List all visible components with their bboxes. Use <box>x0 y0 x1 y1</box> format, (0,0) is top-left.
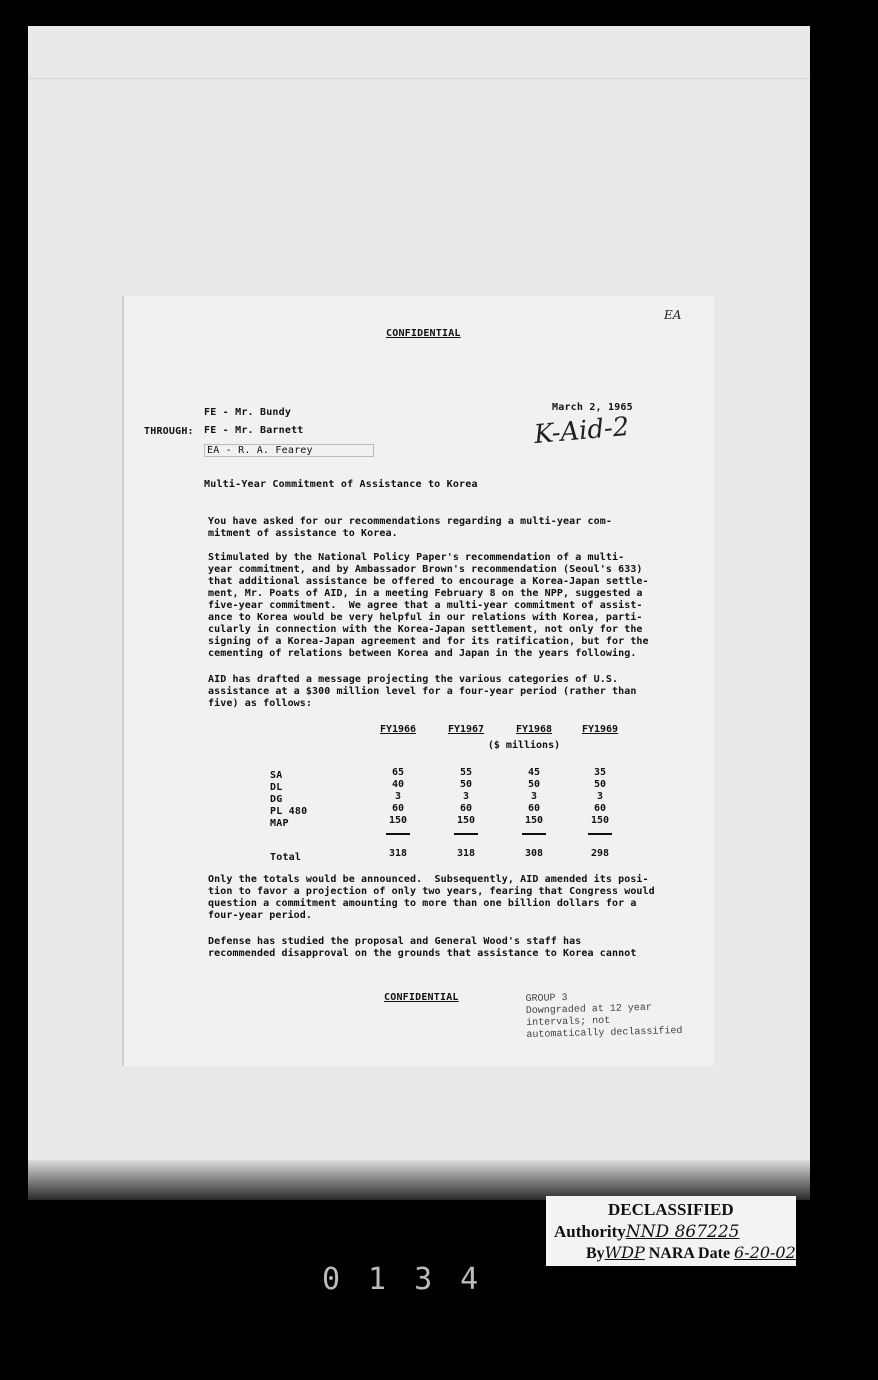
subject-line: Multi-Year Commitment of Assistance to Korea <box>204 479 478 490</box>
sheet-bottom-shadow <box>28 1160 810 1200</box>
classification-header: CONFIDENTIAL <box>386 328 461 339</box>
table-cell: 60 <box>593 803 607 814</box>
row-label: PL 480 <box>270 806 308 817</box>
table-cell: 55 <box>459 767 473 778</box>
table-cell: 3 <box>596 791 604 802</box>
table-cell: 60 <box>527 803 541 814</box>
column-header: FY1966 <box>379 724 417 735</box>
units-label: ($ millions) <box>487 740 561 751</box>
memo-date: March 2, 1965 <box>552 402 633 413</box>
column-header: FY1969 <box>581 724 619 735</box>
sheet-fold-line <box>28 78 810 79</box>
total-cell: 298 <box>590 848 610 859</box>
table-cell: 60 <box>459 803 473 814</box>
authority-line <box>554 1222 739 1242</box>
row-label: DL <box>270 782 283 793</box>
table-cell: 3 <box>394 791 402 802</box>
column-header: FY1968 <box>515 724 553 735</box>
total-cell: 318 <box>456 848 476 859</box>
table-cell: 50 <box>459 779 473 790</box>
table-cell: 35 <box>593 767 607 778</box>
table-cell: 150 <box>524 815 544 826</box>
through-label: THROUGH: <box>144 426 194 437</box>
paragraph-1: You have asked for our recommendations regarding a multi-year com- mitment of assistance to Korea. <box>208 516 612 539</box>
total-cell: 318 <box>388 848 408 859</box>
row-label: MAP <box>270 818 289 829</box>
handwritten-ea: EA <box>664 308 682 322</box>
nara-line <box>586 1243 796 1263</box>
declassified-stamp <box>546 1196 796 1266</box>
sum-rule <box>454 833 478 835</box>
sum-rule <box>522 833 546 835</box>
authority-label: Authority <box>554 1222 626 1241</box>
column-header: FY1967 <box>447 724 485 735</box>
table-cell: 3 <box>462 791 470 802</box>
row-label: DG <box>270 794 283 805</box>
table-cell: 60 <box>391 803 405 814</box>
memo-page <box>122 296 714 1066</box>
to-line: FE - Mr. Bundy <box>204 407 292 418</box>
table-cell: 150 <box>456 815 476 826</box>
by-label: By <box>586 1245 605 1262</box>
film-frame-number: 0134 <box>322 1262 507 1297</box>
row-label: SA <box>270 770 283 781</box>
sum-rule <box>588 833 612 835</box>
paragraph-4: Only the totals would be announced. Subsequently, AID amended its posi- tion to favor a projection of only two years, fearing that Congress would question a commitment amounting to more than one billion dollars for a four-year period. <box>208 874 655 921</box>
classification-footer: CONFIDENTIAL <box>384 992 459 1003</box>
table-cell: 45 <box>527 767 541 778</box>
table-cell: 50 <box>593 779 607 790</box>
nara-date-label: NARA Date <box>648 1245 731 1262</box>
paragraph-5: Defense has studied the proposal and General Wood's staff has recommended disapproval on the grounds that assistance to Korea cannot <box>208 936 637 959</box>
table-cell: 40 <box>391 779 405 790</box>
paragraph-3: AID has drafted a message projecting the various categories of U.S. assistance at a $300 million level for a four-year period (rather than five) as follows: <box>208 674 637 709</box>
by-value: WDP <box>604 1243 645 1262</box>
nara-date-value: 6-20-02 <box>734 1243 796 1262</box>
handwritten-file-number: K-Aid-2 <box>532 411 631 451</box>
table-cell: 50 <box>527 779 541 790</box>
table-cell: 3 <box>530 791 538 802</box>
total-label: Total <box>270 852 302 863</box>
sum-rule <box>386 833 410 835</box>
from-line: EA - R. A. Fearey <box>204 444 374 457</box>
total-cell: 308 <box>524 848 544 859</box>
paragraph-2: Stimulated by the National Policy Paper's recommendation of a multi- year commitment, and by Ambassador Brown's recommendation (Seoul's 633) that additional assistance be offered to encourage a Korea-Japan settle- ment, Mr. Poats of AID, in a meeting February 8 on the NPP, suggested a five-year commitment. We agree that a multi-year commitment of assist- ance to Korea would be very helpful in our relations with Korea, parti- cularly in connection with the Korea-Japan settlement, not only for the signing of a Korea-Japan agreement and for its ratification, but for the cementing of relations between Korea and Japan in the years following. <box>208 552 649 659</box>
table-cell: 150 <box>388 815 408 826</box>
authority-value: NND 867225 <box>625 1222 740 1242</box>
declassified-title: DECLASSIFIED <box>608 1200 734 1219</box>
group-3-stamp: GROUP 3 Downgraded at 12 year intervals; not automatically declassified <box>525 992 683 1042</box>
table-cell: 150 <box>590 815 610 826</box>
through-line: FE - Mr. Barnett <box>204 425 304 436</box>
table-cell: 65 <box>391 767 405 778</box>
